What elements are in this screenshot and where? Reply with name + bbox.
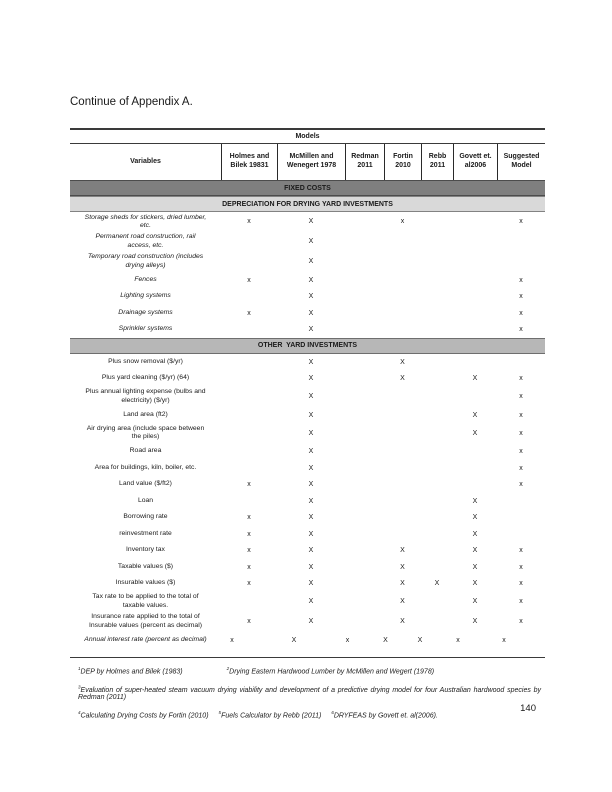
mark-cell: X [472,497,478,505]
mark-cell [221,354,277,371]
mark-cell [421,476,453,493]
mark-cell: X [400,598,405,606]
table-row [70,575,545,592]
variable-label: Temporary road construction (includes drying alleys) [87,253,204,269]
mark-cell: x [247,580,251,588]
variable-label: Area for buildings, kiln, boiler, etc. [94,463,197,471]
mark-cell: x [519,375,523,383]
mark-cell [345,476,384,493]
mark-cell: X [472,580,478,588]
footnote: $^2$Drying Eastern Hardwood Lumber by McMillen and Wegert (1978) [226,666,435,676]
mark-cell [384,288,421,305]
mark-cell: x [519,393,523,401]
variable-label: Inventory tax [126,546,165,554]
footnotes-block [70,666,545,719]
mark-cell: x [400,218,405,226]
mark-cell: X [400,358,405,366]
mark-cell [421,252,453,272]
mark-cell [453,443,497,460]
mark-cell: x [247,547,251,555]
section-banner: OTHER YARD INVESTMENTS [70,338,545,354]
mark-cell [497,526,545,543]
mark-cell [384,232,421,252]
mark-cell [345,212,384,232]
mark-cell: X [308,464,314,472]
table-body [70,180,545,648]
mark-cell [453,387,497,407]
mark-cell: X [308,238,314,246]
section-banner: DEPRECIATION FOR DRYING YARD INVESTMENTS [70,196,545,212]
mark-cell [421,493,453,510]
mark-cell: X [472,563,478,571]
mark-cell: X [400,563,405,571]
mark-cell: x [519,563,523,571]
footnote: $^6$DRYFEAS by Govett et. al(2006). [331,709,438,720]
mark-cell [453,212,497,232]
mark-cell: X [472,530,478,538]
column-header-model: Govett et. al2006 [453,144,497,180]
mark-cell [384,305,421,322]
mark-cell [421,509,453,526]
mark-cell [421,612,453,632]
mark-cell: x [502,636,506,644]
mark-cell [345,443,384,460]
mark-cell [221,592,277,612]
mark-cell: x [456,636,460,644]
mark-cell: X [308,393,314,401]
table-row [70,407,545,424]
models-table [70,128,545,728]
table-row [70,387,545,407]
mark-cell [421,542,453,559]
mark-cell: X [308,514,314,522]
mark-cell: X [472,375,478,383]
mark-cell [384,321,421,338]
mark-cell: X [472,514,478,522]
table-row [70,542,545,559]
mark-cell: X [308,547,314,555]
mark-cell: x [519,481,523,489]
variable-label: Taxable values ($) [117,562,174,570]
mark-cell [453,288,497,305]
mark-cell [221,460,277,477]
mark-cell [421,272,453,289]
mark-cell [453,305,497,322]
variable-label: Permanent road construction, rail access, etc. [95,233,196,249]
mark-cell [384,526,421,543]
variable-label: Lighting systems [120,292,171,300]
mark-cell [421,526,453,543]
mark-cell: X [383,636,388,644]
mark-cell: X [400,547,405,555]
mark-cell: x [519,326,523,334]
mark-cell: x [519,309,523,317]
mark-cell [221,387,277,407]
footnote: $^4$Calculating Drying Costs by Fortin (2010) [78,709,209,720]
table-row [70,370,545,387]
mark-cell [221,321,277,338]
mark-cell: x [247,218,251,226]
mark-cell [384,460,421,477]
mark-cell [421,305,453,322]
footnote: $^5$Fuels Calculator by Rebb (2011) [218,709,322,720]
footnote-line [78,710,541,719]
mark-cell [384,407,421,424]
table-row [70,592,545,612]
mark-cell [453,252,497,272]
footnote: $^3$Evaluation of super-heated steam vacuum drying viability and development of a predictive drying model for four Australian hardwood species by Redman (2011) [78,684,541,701]
mark-cell [421,407,453,424]
mark-cell: X [308,375,314,383]
table-row [70,443,545,460]
table-row [70,354,545,371]
mark-cell [345,272,384,289]
mark-cell [345,493,384,510]
mark-cell [345,232,384,252]
variable-label: Borrowing rate [123,513,168,521]
mark-cell: X [308,618,314,626]
column-header-model: McMillen and Wenegert 1978 [277,144,345,180]
variable-label: Drainage systems [118,308,173,316]
mark-cell: X [308,358,314,366]
mark-cell [421,288,453,305]
mark-cell [345,423,384,443]
mark-cell [221,423,277,443]
table-row [70,252,545,272]
mark-cell [453,232,497,252]
mark-cell: X [472,598,478,606]
mark-cell: x [519,411,523,419]
mark-cell [345,575,384,592]
mark-cell [221,407,277,424]
mark-cell [453,354,497,371]
mark-cell [421,232,453,252]
mark-cell [345,321,384,338]
mark-cell [421,559,453,576]
mark-cell: x [247,530,251,538]
variable-label: Fences [134,275,157,283]
mark-cell [497,252,545,272]
variable-label: Plus snow removal ($/yr) [108,357,183,365]
mark-cell: X [308,218,314,226]
mark-cell [345,252,384,272]
table-row [70,321,545,338]
mark-cell: X [417,636,423,644]
mark-cell [421,370,453,387]
mark-cell: x [247,481,251,489]
mark-cell: x [519,464,523,472]
mark-cell: X [472,618,478,626]
mark-cell: X [472,547,478,555]
variable-label: Air drying area (include space between the piles) [86,424,205,441]
mark-cell [221,493,277,510]
mark-cell [384,423,421,443]
variable-label: Loan [137,496,154,504]
mark-cell [345,387,384,407]
variable-label: Road area [129,447,162,455]
mark-cell: x [519,218,523,226]
table-row [70,526,545,543]
mark-cell [221,232,277,252]
mark-cell [453,476,497,493]
table-row [70,476,545,493]
column-header-model: Redman 2011 [345,144,384,180]
variable-label: Plus yard cleaning ($/yr) (64) [101,374,190,382]
mark-cell [497,493,545,510]
footnote-line [78,666,541,675]
table-header-row [70,144,545,180]
mark-cell: X [400,580,405,588]
mark-cell: x [519,618,523,626]
variable-label: Land value ($/ft2) [119,480,172,488]
table-row [70,305,545,322]
column-header-variables: Variables [130,157,161,165]
mark-cell: X [400,375,405,383]
mark-cell [345,559,384,576]
table-row [70,509,545,526]
mark-cell: X [434,580,440,588]
mark-cell [497,232,545,252]
variable-label: Insurable values ($) [115,579,176,587]
mark-cell: X [308,309,314,317]
mark-cell [497,509,545,526]
mark-cell [345,407,384,424]
mark-cell [453,272,497,289]
table-row [70,423,545,443]
mark-cell: X [308,448,314,456]
mark-cell [384,509,421,526]
table-row [70,460,545,477]
column-header-model: Rebb 2011 [421,144,453,180]
mark-cell: x [519,580,523,588]
variable-label: Annual interest rate (percent as decimal) [84,635,207,643]
mark-cell [221,370,277,387]
mark-cell [384,252,421,272]
table-row [70,212,545,232]
variable-label: Plus annual lighting expense (bulbs and electricity) ($/yr) [85,388,206,404]
table-row [70,272,545,289]
table-bottom-rule [70,657,545,658]
mark-cell: X [308,580,314,588]
table-row [70,288,545,305]
mark-cell [345,542,384,559]
variable-label: Insurance rate applied to the total of Insurable values (percent as decimal) [89,613,202,629]
column-header-model: Holmes and Bilek 19831 [221,144,277,180]
mark-cell [345,592,384,612]
mark-cell: X [472,411,478,419]
mark-cell: x [247,563,251,571]
mark-cell: x [519,276,523,284]
mark-cell: x [519,547,523,555]
column-header-model: Suggested Model [497,144,545,180]
mark-cell [421,354,453,371]
mark-cell [421,443,453,460]
variable-label: Storage sheds for stickers, dried lumber, etc. [84,213,207,229]
mark-cell: X [308,497,314,505]
mark-cell: X [308,598,314,606]
mark-cell [345,288,384,305]
mark-cell: x [247,514,251,522]
mark-cell [345,509,384,526]
mark-cell [345,354,384,371]
page-number: 140 [520,703,536,714]
mark-cell: X [400,618,405,626]
mark-cell [384,272,421,289]
mark-cell: X [472,429,478,437]
mark-cell [384,476,421,493]
mark-cell: x [230,636,234,644]
mark-cell [221,443,277,460]
footnote-line [78,685,541,701]
mark-cell [421,321,453,338]
variable-label: Land area (ft2) [123,410,168,418]
mark-cell: x [519,429,523,437]
mark-cell [384,387,421,407]
models-spanning-header: Models [70,128,545,144]
mark-cell: x [247,618,251,626]
mark-cell: X [308,530,314,538]
mark-cell [421,423,453,443]
table-row [70,632,545,649]
table-row [70,232,545,252]
mark-cell: x [247,276,251,284]
mark-cell [497,354,545,371]
mark-cell: X [308,276,314,284]
mark-cell [345,305,384,322]
mark-cell: x [519,598,523,606]
mark-cell [384,443,421,460]
mark-cell [421,387,453,407]
mark-cell [421,212,453,232]
mark-cell: X [308,258,314,266]
mark-cell: X [308,563,314,571]
table-row [70,493,545,510]
mark-cell: x [519,448,523,456]
footnote: $^1$DEP by Holmes and Bilek (1983) [78,666,183,676]
mark-cell [345,526,384,543]
mark-cell: x [345,636,350,644]
mark-cell [421,592,453,612]
mark-cell: X [308,411,314,419]
mark-cell [345,370,384,387]
mark-cell: x [519,293,523,301]
mark-cell [453,321,497,338]
variable-label: Tax rate to be applied to the total of taxable values. [92,593,199,609]
mark-cell [384,493,421,510]
mark-cell [345,460,384,477]
variable-label: reinvestment rate [119,529,172,537]
variable-label: Sprinkler systems [118,325,173,333]
mark-cell [221,288,277,305]
column-header-model: Fortin 2010 [384,144,421,180]
mark-cell: X [308,429,314,437]
mark-cell [221,252,277,272]
mark-cell: X [308,293,314,301]
mark-cell [421,460,453,477]
mark-cell: X [291,636,297,644]
table-row [70,612,545,632]
page-title: Continue of Appendix A. [70,96,193,108]
mark-cell: X [308,326,314,334]
mark-cell: x [247,309,251,317]
mark-cell [453,460,497,477]
section-banner: FIXED COSTS [70,180,545,196]
mark-cell [345,612,384,632]
mark-cell: X [308,481,314,489]
table-row [70,559,545,576]
